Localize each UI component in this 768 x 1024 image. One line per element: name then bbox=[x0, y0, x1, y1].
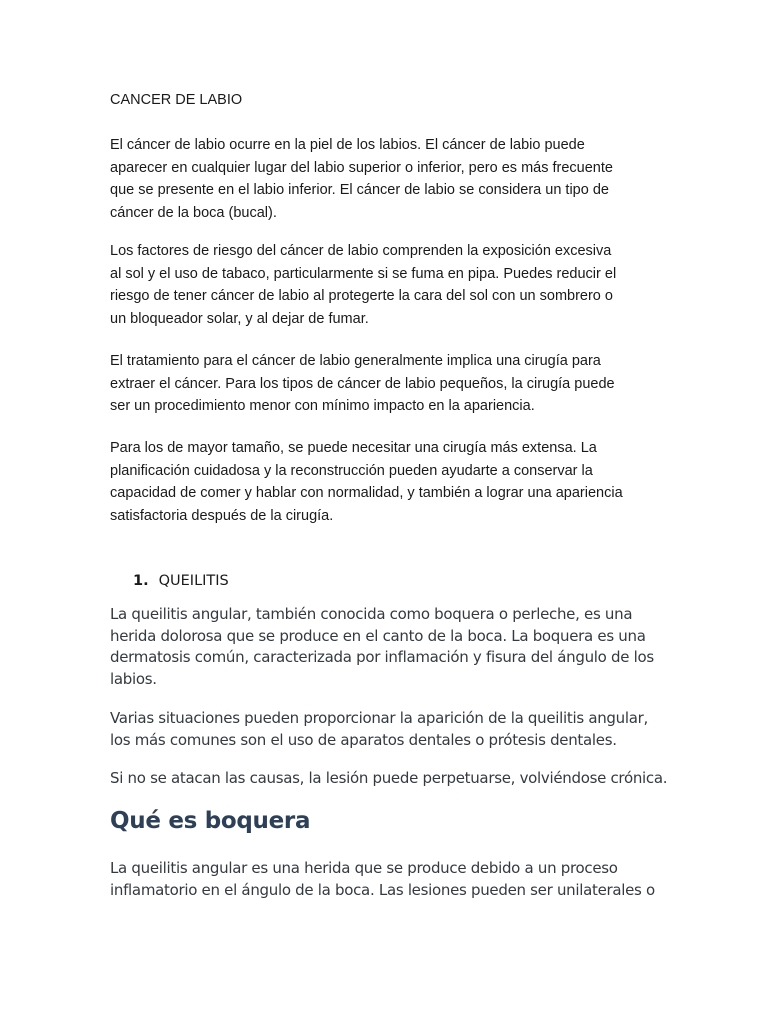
list-item-text: QUEILITIS bbox=[158, 573, 229, 589]
text-line: que se presente en el labio inferior. El cáncer de labio se considera un tipo de bbox=[110, 182, 609, 198]
paragraph-queilitis-chronic bbox=[110, 768, 670, 790]
text-line: satisfactoria después de la cirugía. bbox=[110, 507, 334, 524]
document-title: CANCER DE LABIO bbox=[110, 92, 243, 108]
text-line: riesgo de tener cáncer de labio al protegerte la cara del sol con un sombrero o bbox=[110, 288, 613, 304]
text-line: aparecer en cualquier lugar del labio superior o inferior, pero es más frecuente bbox=[110, 159, 613, 176]
text-line: La queilitis angular, también conocida como boquera o perleche, es una bbox=[110, 605, 633, 623]
text-line: extraer el cáncer. Para los tipos de cáncer de labio pequeños, la cirugía puede bbox=[110, 375, 615, 392]
text-line: inflamatorio en el ángulo de la boca. Las lesiones pueden ser unilaterales o bbox=[110, 880, 655, 899]
text-line: al sol y el uso de tabaco, particularmente si se fuma en pipa. Puedes reducir el bbox=[110, 265, 617, 282]
section-heading-boquera: Qué es boquera bbox=[110, 808, 311, 834]
text-line: cáncer de la boca (bucal). bbox=[110, 204, 277, 221]
text-line: El tratamiento para el cáncer de labio generalmente implica una cirugía para bbox=[110, 353, 601, 369]
paragraph-queilitis-causes bbox=[110, 708, 670, 751]
paragraph-risk-factors bbox=[110, 240, 670, 330]
text-line: planificación cuidadosa y la reconstrucción pueden ayudarte a conservar la bbox=[110, 462, 593, 479]
text-line: Para los de mayor tamaño, se puede necesitar una cirugía más extensa. La bbox=[110, 440, 597, 456]
text-line: Los factores de riesgo del cáncer de labio comprenden la exposición excesiva bbox=[110, 243, 612, 259]
text-line: un bloqueador solar, y al dejar de fumar. bbox=[110, 310, 369, 327]
paragraph-cancer-intro bbox=[110, 134, 670, 224]
text-line: ser un procedimiento menor con mínimo impacto en la apariencia. bbox=[110, 398, 535, 414]
text-line: dermatosis común, caracterizada por inflamación y fisura del ángulo de los bbox=[110, 648, 654, 666]
text-line: Varias situaciones pueden proporcionar la aparición de la queilitis angular, bbox=[110, 709, 648, 727]
text-line: herida dolorosa que se produce en el canto de la boca. La boquera es una bbox=[110, 626, 646, 645]
paragraph-queilitis-definition bbox=[110, 604, 670, 690]
paragraph-larger-size bbox=[110, 437, 670, 527]
list-number: 1. bbox=[133, 573, 149, 589]
paragraph-treatment bbox=[110, 350, 670, 418]
text-line: labios. bbox=[110, 669, 157, 688]
paragraph-boquera bbox=[110, 858, 670, 901]
text-line: El cáncer de labio ocurre en la piel de los labios. El cáncer de labio puede bbox=[110, 137, 585, 153]
text-line: los más comunes son el uso de aparatos dentales o prótesis dentales. bbox=[110, 730, 617, 749]
text-line: La queilitis angular es una herida que se produce debido a un proceso bbox=[110, 859, 618, 877]
text-line: Si no se atacan las causas, la lesión puede perpetuarse, volviéndose crónica. bbox=[110, 769, 668, 787]
text-line: capacidad de comer y hablar con normalidad, y también a lograr una apariencia bbox=[110, 485, 623, 501]
numbered-list-item bbox=[133, 573, 229, 589]
